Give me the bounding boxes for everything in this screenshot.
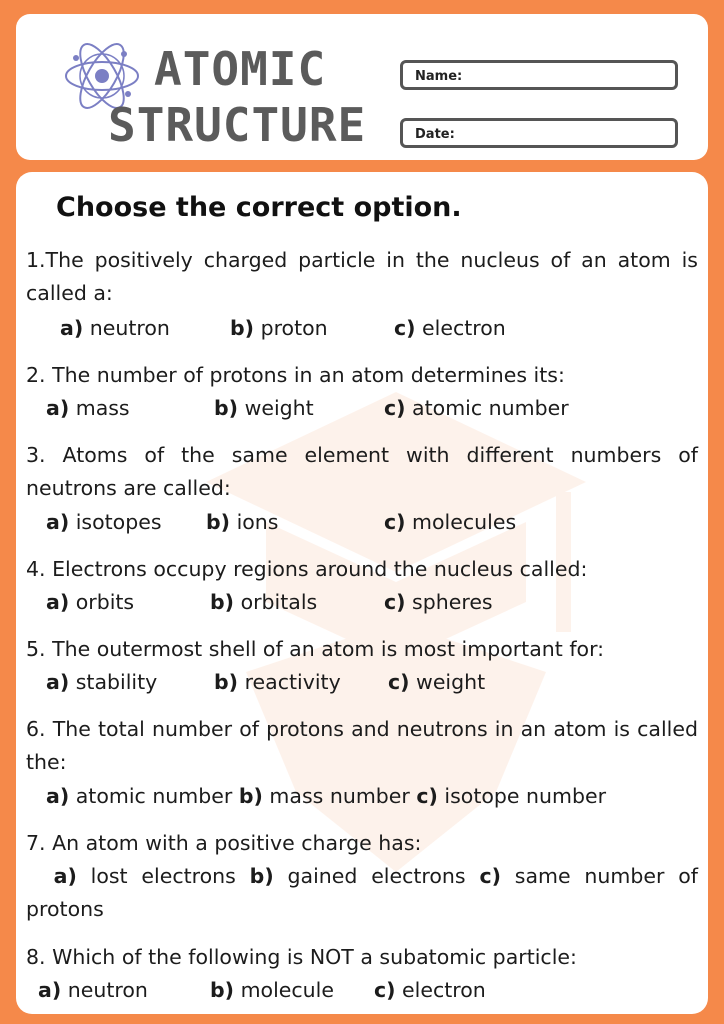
option-b[interactable]: b) ions: [206, 510, 279, 534]
option-b[interactable]: b) proton: [230, 316, 328, 340]
name-field[interactable]: [400, 60, 678, 90]
title-atomic: ATOMIC: [154, 42, 327, 96]
title-structure: STRUCTURE: [108, 98, 367, 152]
option-b[interactable]: b) reactivity: [214, 670, 341, 694]
question-8: 8. Which of the following is NOT a subatomic particle:: [26, 945, 577, 969]
option-c[interactable]: c) atomic number: [384, 396, 569, 420]
name-label: Name:: [415, 69, 463, 84]
question-3: 3. Atoms of the same element with different numbers of neutrons are called:: [26, 443, 698, 500]
option-a[interactable]: a) isotopes: [46, 510, 162, 534]
question-6: 6. The total number of protons and neutrons in an atom is called the:: [26, 717, 698, 774]
option-a[interactable]: a) atomic number: [46, 784, 233, 808]
option-a[interactable]: a) stability: [46, 670, 158, 694]
option-a[interactable]: a) neutron: [38, 978, 148, 1002]
question-7: 7. An atom with a positive charge has:: [26, 831, 422, 855]
option-c[interactable]: c) weight: [388, 670, 486, 694]
instruction-heading: Choose the correct option.: [56, 192, 462, 223]
option-b[interactable]: b) mass number: [238, 784, 410, 808]
question-5: 5. The outermost shell of an atom is most important for:: [26, 637, 605, 661]
option-b[interactable]: b) molecule: [210, 978, 334, 1002]
option-b[interactable]: b) gained electrons: [249, 864, 466, 888]
option-b[interactable]: b) weight: [214, 396, 314, 420]
date-field[interactable]: [400, 118, 678, 148]
question-7-options: [26, 860, 698, 926]
option-c[interactable]: c) spheres: [384, 590, 493, 614]
question-2: 2. The number of protons in an atom determines its:: [26, 363, 565, 387]
option-a[interactable]: a) lost electrons: [53, 864, 236, 888]
worksheet-card: [16, 172, 708, 1014]
option-c[interactable]: c) electron: [374, 978, 486, 1002]
question-6-options: [46, 780, 606, 813]
question-1: 1.The positively charged particle in the nucleus of an atom is called a:: [26, 248, 698, 305]
option-b[interactable]: b) orbitals: [210, 590, 318, 614]
option-a[interactable]: a) mass: [46, 396, 130, 420]
option-a[interactable]: a) orbits: [46, 590, 135, 614]
date-label: Date:: [415, 127, 455, 142]
header-card: [16, 14, 708, 160]
option-c[interactable]: c) isotope number: [416, 784, 607, 808]
option-c[interactable]: c) molecules: [384, 510, 517, 534]
option-c[interactable]: c) electron: [394, 316, 506, 340]
option-a[interactable]: a) neutron: [60, 316, 170, 340]
option-c[interactable]: c) same number of protons: [26, 864, 698, 921]
question-4: 4. Electrons occupy regions around the nucleus called:: [26, 557, 588, 581]
